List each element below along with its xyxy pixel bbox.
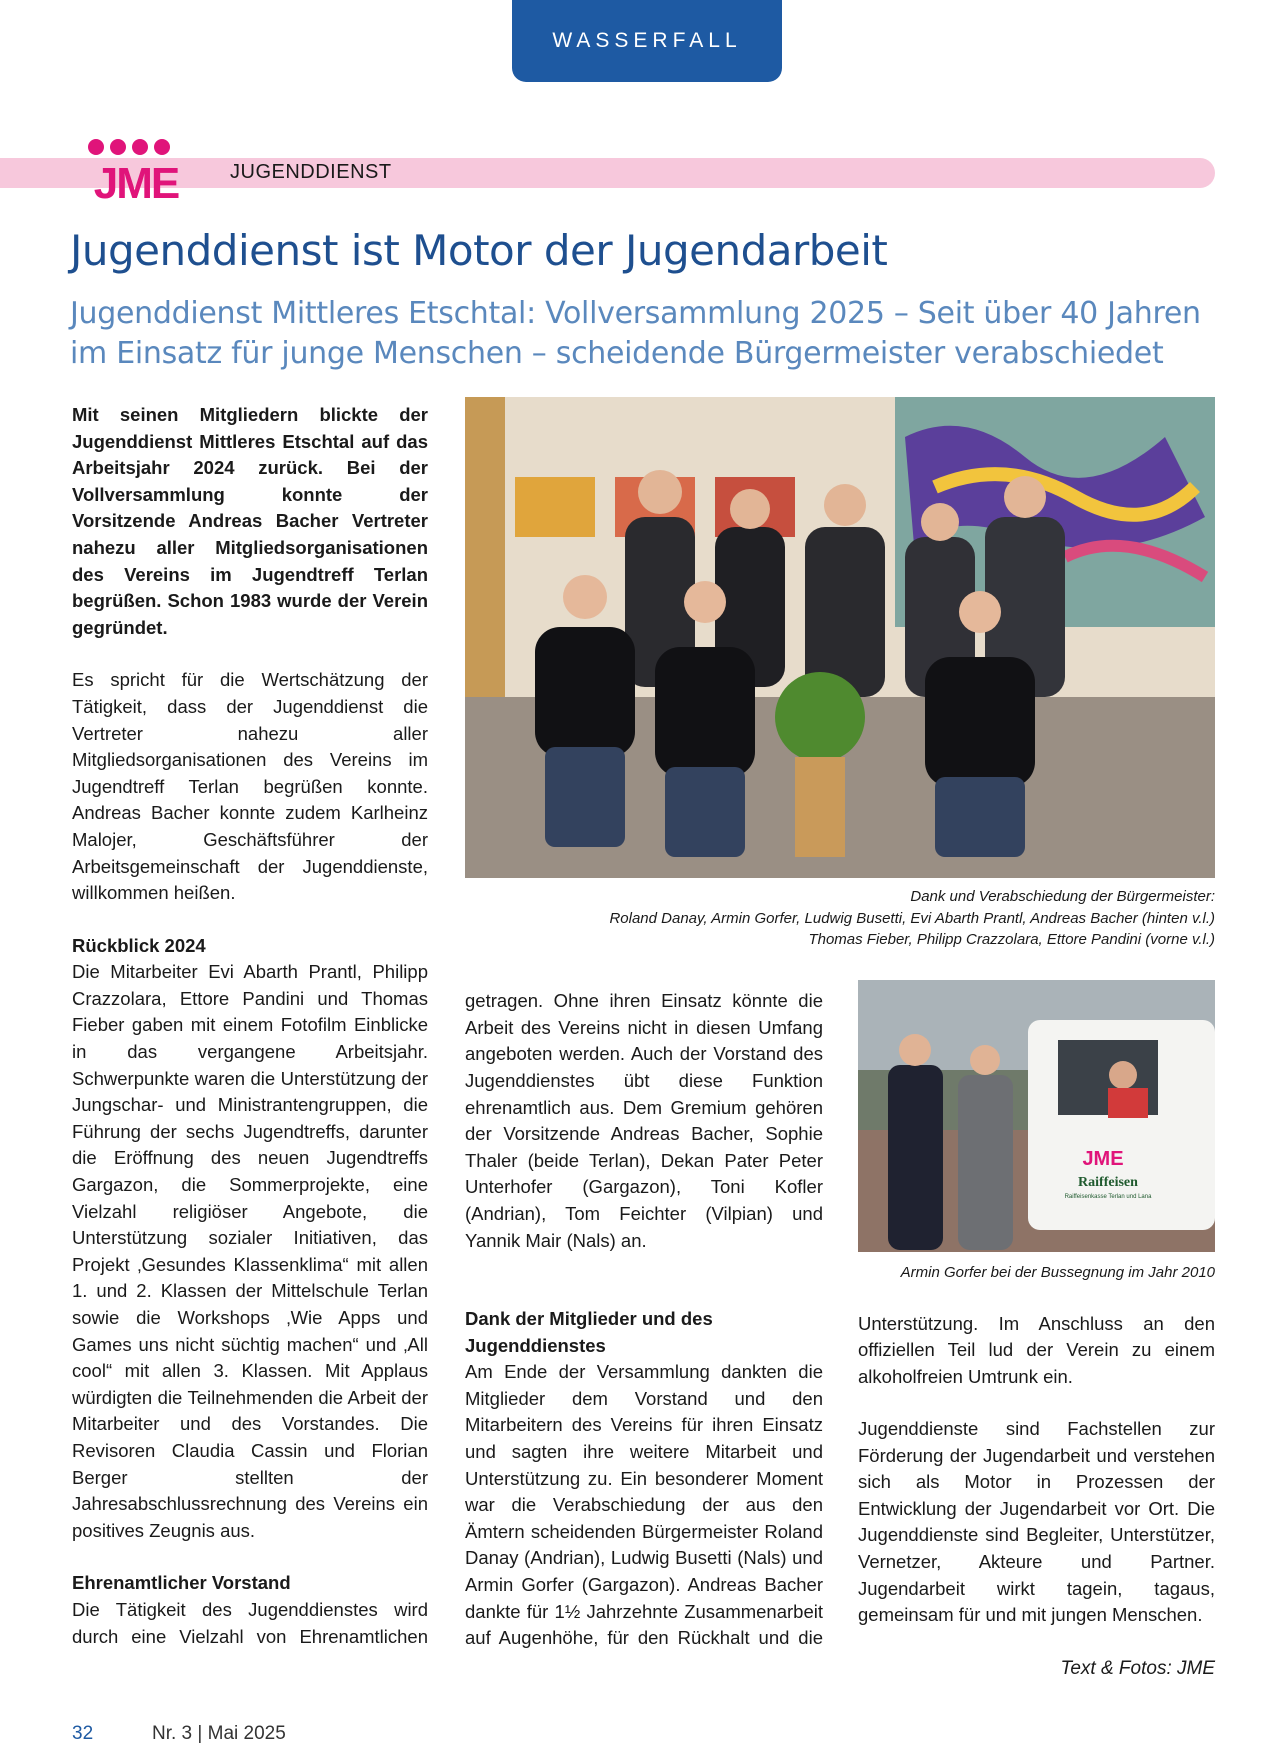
bus-photo <box>858 980 1215 1252</box>
section-tab <box>512 0 782 82</box>
paragraph-vorstand: Die Tätigkeit des Jugenddienstes wird durch eine Vielzahl von Ehrenamtlichen <box>72 1598 428 1647</box>
heading-vorstand: Ehrenamtlicher Vorstand <box>72 1572 291 1594</box>
paragraph-dank-continued <box>858 1310 1215 1390</box>
article-subtitle: Jugenddienst Mittleres Etschtal: Vollversammlung 2025 – Seit über 40 Jahren im Einsatz für junge Menschen – scheidende Bürgermeister verabschiedet <box>70 296 1201 371</box>
paragraph-dank: Am Ende der Versammlung dankten die Mitglieder dem Vorstand und den Mitarbeitern des Vereins für ihren Einsatz und sagten ihre weitere Mitarbeit und Unterstützung zu. Ein besonderer Moment war die Verabschiedung der aus den Ämtern scheidenden Bürgermeister Roland Danay (Andrian), Ludwig Busetti (Nals) und Armin Gorfer (Gargazon). Andreas Bacher dankte für 1½ Jahrzehnte Zusammenarbeit auf Augenhöhe, für den Rückhalt und die <box>465 1361 823 1649</box>
svg-text:JME: JME <box>1082 1148 1124 1170</box>
heading-dank: Dank der Mitglieder und des Jugenddienstes <box>465 1308 713 1356</box>
paragraph-rueckblick: Die Mitarbeiter Evi Abarth Prantl, Philipp Crazzolara, Ettore Pandini und Thomas Fieber gaben mit einem Fotofilm Einblicke in das vergangene Arbeitsjahr. Schwerpunkte waren die Unterstützung der Jungschar- und Ministrantengruppen, die Führung der sechs Jugendtreffs, darunter die Eröffnung des neuen Jugendtreffs Gargazon, die Sommerprojekte, eine Vielzahl religiöser Angebote, die Unterstützung sozialer Initiativen, das Projekt ‚Gesundes Klassenklima“ mit allen 1. und 2. Klassen der Mittelschule Terlan sowie die Workshops ‚Wie Apps und Games uns nicht süchtig machen“ und ‚All cool“ mit allen 3. Klassen. Mit Applaus würdigten die Teilnehmenden die Arbeit der Mitarbeiter und des Vorstandes. Die Revisoren Claudia Cassin und Florian Berger stellten der Jahresabschlussrechnung des Vereins ein positives Zeugnis aus. <box>72 961 428 1541</box>
page-number: 32 <box>72 1723 94 1744</box>
svg-text:Raiffeisen: Raiffeisen <box>1078 1175 1138 1190</box>
section-label: JUGENDDIENST <box>230 161 392 183</box>
svg-text:JME: JME <box>93 159 179 202</box>
caption-line: Dank und Verabschiedung der Bürgermeister: <box>910 888 1215 905</box>
section-tab-label: WASSERFALL <box>552 29 742 52</box>
issue-label: Nr. 3 | Mai 2025 <box>152 1723 286 1744</box>
caption-line: Roland Danay, Armin Gorfer, Ludwig Busetti, Evi Abarth Prantl, Andreas Bacher (hinten v.l.) <box>609 909 1215 927</box>
paragraph-dank-continued-text: Unterstützung. Im Anschluss an den offiziellen Teil lud der Verein zu einem alkoholfreien Umtrunk ein. <box>858 1312 1215 1387</box>
caption-line: Thomas Fieber, Philipp Crazzolara, Ettore Pandini (vorne v.l.) <box>808 931 1215 948</box>
bus-photo-caption: Armin Gorfer bei der Bussegnung im Jahr 2010 <box>900 1264 1215 1281</box>
group-photo <box>465 397 1215 878</box>
text-column-1 <box>72 402 428 1650</box>
paragraph-fachstellen: Jugenddienste sind Fachstellen zur Förderung der Jugendarbeit und verstehen sich als Motor in Prozessen der Entwicklung der Jugendarbeit vor Ort. Die Jugenddienste sind Begleiter, Unterstützer, Vernetzer, Akteure und Partner. Jugendarbeit wirkt tagein, tagaus, gemeinsam für und mit jungen Menschen. <box>858 1418 1215 1626</box>
text-column-3 <box>858 1310 1215 1629</box>
svg-text:Raiffeisenkasse Terlan und Lan: Raiffeisenkasse Terlan und Lana <box>1064 1194 1152 1200</box>
lead-paragraph: Mit seinen Mitgliedern blickte der Jugenddienst Mittleres Etschtal auf das Arbeitsjahr 2024 zurück. Bei der Vollversammlung konnte der Vorsitzende Andreas Bacher Vertreter nahezu aller Mitgliedsorganisationen des Vereins im Jugendtreff Terlan begrüßen. Schon 1983 wurde der Verein gegründet. <box>72 404 428 638</box>
photo-credit: Text & Fotos: JME <box>1060 1658 1215 1679</box>
article-title: Jugenddienst ist Motor der Jugendarbeit <box>70 226 888 275</box>
text-column-2 <box>465 988 823 1651</box>
paragraph-vorstand-continued-text: getragen. Ohne ihren Einsatz könnte die Arbeit des Vereins nicht in diesen Umfang angeboten werden. Auch der Vorstand des Jugenddienstes übt diese Funktion ehrenamtlich aus. Dem Gremium gehören der Vorsitzende Andreas Bacher, Sophie Thaler (beide Terlan), Dekan Pater Peter Unterhofer (Gargazon), Toni Kofler (Andrian), Tom Feichter (Vilpian) und Yannik Mair (Nals) an. <box>465 990 823 1251</box>
heading-rueckblick: Rückblick 2024 <box>72 934 206 956</box>
jme-logo <box>78 138 194 202</box>
paragraph-appreciation: Es spricht für die Wertschätzung der Tätigkeit, dass der Jugenddienst die Vertreter nahezu aller Mitgliedsorganisationen des Vereins im Jugendtreff Terlan begrüßen konnte. Andreas Bacher konnte zudem Karlheinz Malojer, Geschäftsführer der Arbeitsgemeinschaft der Jugenddienste, willkommen heißen. <box>72 669 428 904</box>
group-photo-caption <box>465 886 1215 951</box>
paragraph-vorstand-continued <box>465 988 823 1280</box>
